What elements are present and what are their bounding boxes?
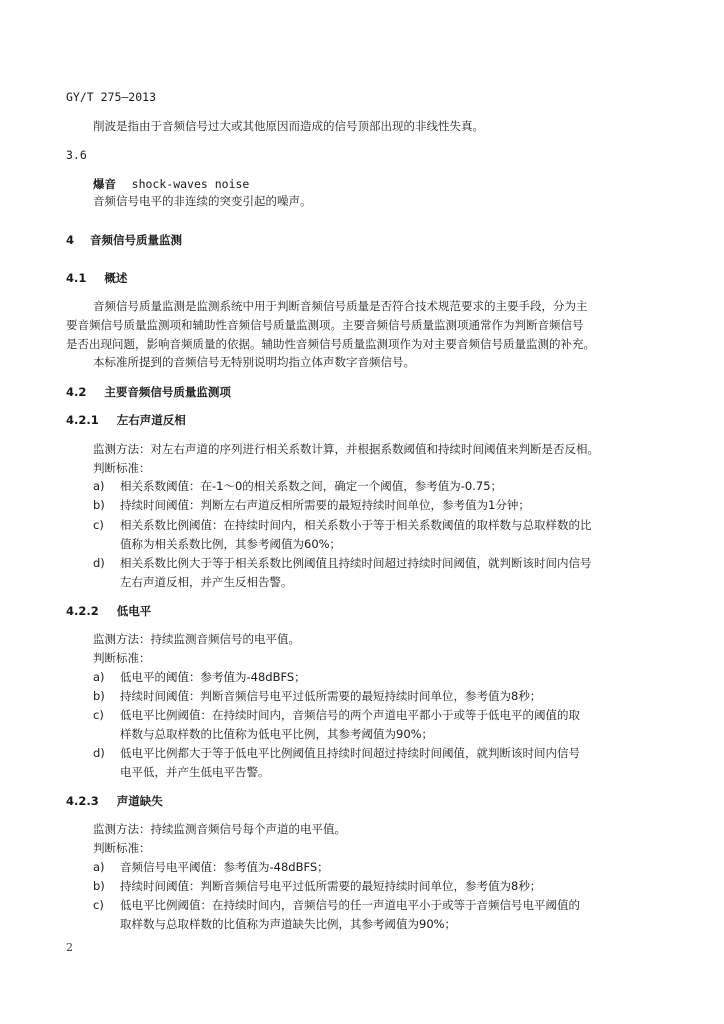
monitoring-method: 监测方法：持续监测音频信号的电平值。: [93, 632, 300, 646]
section-4-2-2-heading: [66, 603, 151, 619]
section-title: 低电平: [116, 604, 152, 618]
list-marker: b): [93, 879, 105, 893]
section-number: 4.2.3: [66, 794, 99, 808]
section-number: 4.2.1: [66, 413, 99, 427]
term-en: shock-waves noise: [131, 177, 250, 191]
list-item-a: 音频信号电平阈值：参考值为-48dBFS；: [120, 860, 329, 874]
list-item-a: 相关系数阈值：在-1～0的相关系数之间，确定一个阈值，参考值为-0.75；: [120, 479, 503, 493]
standard-code: GY/T 275—2013: [66, 90, 157, 104]
list-marker: d): [93, 556, 105, 570]
list-marker: c): [93, 518, 104, 532]
term-3-6: [93, 176, 249, 192]
section-4-1-heading: [66, 270, 127, 286]
list-item-c: 相关系数比例阈值：在持续时间内，相关系数小于等于相关系数阈值的取样数与总取样数的比: [120, 518, 592, 532]
monitoring-method: 监测方法：对左右声道的序列进行相关系数计算，并根据系数阈值和持续时间阈值来判断是否反相。: [93, 442, 599, 456]
section-title: 音频信号质量监测: [90, 233, 183, 247]
monitoring-method: 监测方法：持续监测音频信号每个声道的电平值。: [93, 822, 346, 836]
list-item-d: 低电平比例都大于等于低电平比例阈值且持续时间超过持续时间阈值，就判断该时间内信号: [120, 746, 580, 760]
section-title: 左右声道反相: [116, 413, 186, 427]
list-marker: a): [93, 860, 105, 874]
list-marker: b): [93, 498, 105, 512]
section-4-2-heading: [66, 384, 231, 400]
section-number: 4: [66, 233, 75, 247]
section-title: 概述: [104, 271, 128, 285]
section-4-heading: [66, 232, 182, 248]
list-marker: c): [93, 898, 104, 912]
criteria-label: 判断标准：: [93, 461, 151, 475]
list-item-c: 低电平比例阈值：在持续时间内，音频信号的两个声道电平都小于或等于低电平的阈值的取: [120, 708, 580, 722]
list-item-c-continued: 样数与总取样数的比值称为低电平比例，其参考阈值为90%；: [120, 727, 434, 741]
list-marker: b): [93, 689, 105, 703]
criteria-label: 判断标准：: [93, 651, 151, 665]
section-4-2-3-heading: [66, 793, 163, 809]
list-marker: a): [93, 479, 105, 493]
list-item-c-continued: 值称为相关系数比例，其参考阈值为60%；: [120, 537, 342, 551]
list-item-a: 低电平的阈值：参考值为-48dBFS；: [120, 670, 306, 684]
overview-paragraph-line: 音频信号质量监测是监测系统中用于判断音频信号质量是否符合技术规范要求的主要手段，分为主: [93, 299, 588, 313]
term-3-6-definition: 音频信号电平的非连续的突变引起的噪声。: [93, 194, 312, 208]
list-item-d: 相关系数比例大于等于相关系数比例阈值且持续时间超过持续时间阈值，就判断该时间内信号: [120, 556, 592, 570]
section-3-6-number: 3.6: [66, 148, 87, 162]
section-title: 主要音频信号质量监测项: [104, 385, 231, 399]
overview-note: 本标准所提到的音频信号无特别说明均指立体声数字音频信号。: [93, 355, 415, 369]
section-title: 声道缺失: [116, 794, 163, 808]
list-marker: c): [93, 708, 104, 722]
list-marker: d): [93, 746, 105, 760]
term-zh: 爆音: [93, 177, 116, 191]
list-item-b: 持续时间阈值：判断左右声道反相所需要的最短持续时间单位，参考值为1分钟；: [120, 498, 530, 512]
list-item-d-continued: 左右声道反相，并产生反相告警。: [120, 575, 293, 589]
section-4-2-1-heading: [66, 412, 186, 428]
overview-paragraph-line: 是否出现问题，影响音频质量的依据。辅助性音频信号质量监测项作为对主要音频信号质量监测的补充。: [66, 337, 595, 351]
overview-paragraph-line: 要音频信号质量监测项和辅助性音频信号质量监测项。主要音频信号质量监测项通常作为判断音频信号: [66, 318, 584, 332]
criteria-label: 判断标准：: [93, 841, 151, 855]
list-item-c-continued: 取样数与总取样数的比值称为声道缺失比例，其参考阈值为90%；: [120, 917, 457, 931]
list-item-b: 持续时间阈值：判断音频信号电平过低所需要的最短持续时间单位，参考值为8秒；: [120, 879, 542, 893]
list-item-b: 持续时间阈值：判断音频信号电平过低所需要的最短持续时间单位，参考值为8秒；: [120, 689, 542, 703]
clipping-definition: 削波是指由于音频信号过大或其他原因而造成的信号顶部出现的非线性失真。: [93, 119, 484, 133]
section-number: 4.2: [66, 385, 87, 399]
list-item-c: 低电平比例阈值：在持续时间内，音频信号的任一声道电平小于或等于音频信号电平阈值的: [120, 898, 580, 912]
section-number: 4.1: [66, 271, 87, 285]
list-marker: a): [93, 670, 105, 684]
page-number: 2: [66, 941, 73, 954]
section-number: 4.2.2: [66, 604, 99, 618]
list-item-d-continued: 电平低，并产生低电平告警。: [120, 765, 270, 779]
